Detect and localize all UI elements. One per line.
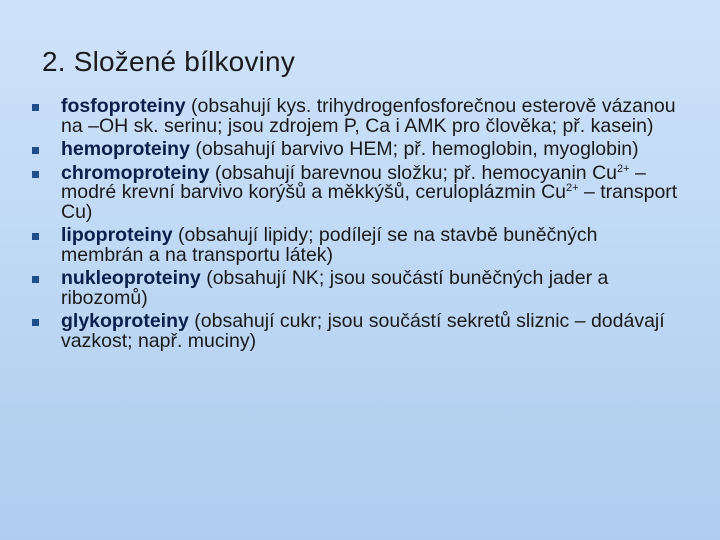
slide-title: 2. Složené bílkoviny [42, 46, 296, 77]
term-glykoproteiny: glykoproteiny [61, 310, 189, 332]
description-fosfoproteiny: (obsahují kys. trihydrogenfosforečnou esterově vázanou na –OH sk. serinu; jsou zdrojem P, Ca i AMK pro člověka; př. kasein) [61, 95, 676, 137]
list-item-chromoproteiny [30, 161, 680, 223]
description-glykoproteiny: (obsahují cukr; jsou součástí sekretů sliznic – dodávají vazkost; např. muciny) [61, 310, 665, 352]
square-bullet-icon [32, 319, 39, 326]
list-item-lipoproteiny [30, 226, 680, 265]
description-chromoproteiny-part-1: (obsahují barevnou složku; př. hemocyanin Cu [209, 161, 617, 184]
square-bullet-icon [32, 104, 39, 111]
term-hemoproteiny: hemoproteiny [61, 138, 190, 160]
description-hemoproteiny: (obsahují barvivo HEM; př. hemoglobin, myoglobin) [189, 138, 639, 160]
term-chromoproteiny: chromoproteiny [61, 161, 210, 184]
term-nukleoproteiny: nukleoproteiny [61, 267, 201, 289]
list-item-glykoproteiny [30, 312, 680, 351]
term-lipoproteiny: lipoproteiny [61, 224, 173, 246]
description-chromoproteiny-part-2: – modré krevní barvivo korýšů a měkkýšů, ceruloplázmin Cu [61, 161, 646, 203]
description-chromoproteiny-part-3: – transport Cu) [61, 181, 678, 223]
superscript-charge: 2+ [566, 182, 579, 194]
square-bullet-icon [32, 233, 39, 240]
list-item-nukleoproteiny [30, 269, 680, 308]
square-bullet-icon [32, 276, 39, 283]
square-bullet-icon [32, 147, 39, 154]
description-lipoproteiny: (obsahují lipidy; podílejí se na stavbě buněčných membrán a na transportu látek) [61, 224, 598, 266]
square-bullet-icon [32, 171, 39, 178]
description-nukleoproteiny: (obsahují NK; jsou součástí buněčných jader a ribozomů) [61, 267, 609, 309]
superscript-charge: 2+ [617, 162, 630, 175]
term-fosfoproteiny: fosfoproteiny [61, 95, 186, 117]
list-item-fosfoproteiny [30, 97, 680, 136]
list-item-hemoproteiny [30, 140, 680, 160]
bullet-list [30, 97, 680, 355]
